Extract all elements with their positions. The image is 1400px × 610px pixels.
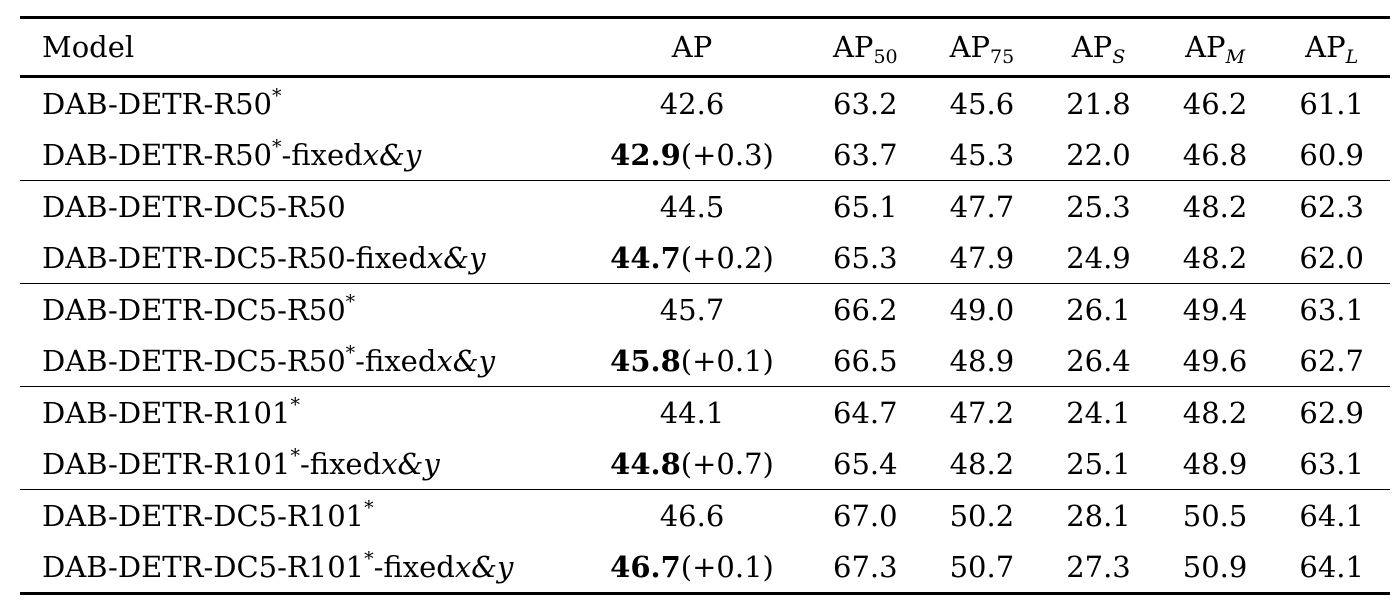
- cell-apl: 62.9: [1299, 395, 1364, 430]
- ap-bold-value: 45.8: [610, 343, 681, 378]
- table-row: [20, 541, 1390, 594]
- cell-ap75: 45.6: [949, 86, 1015, 121]
- table-row: [20, 284, 1390, 336]
- cell-model: [20, 77, 577, 130]
- row-group: [20, 490, 1390, 594]
- model-math: x&y: [362, 137, 422, 172]
- cell-apl: 63.1: [1299, 292, 1364, 327]
- model-name: DAB-DETR-R50: [42, 137, 272, 172]
- cell-model: [20, 438, 577, 490]
- model-name: DAB-DETR-DC5-R50: [42, 189, 346, 224]
- header-model: Model: [42, 30, 135, 64]
- model-suffix: -fixed: [281, 137, 363, 172]
- ap-value: 44.5: [659, 189, 725, 224]
- cell-apm: 48.2: [1182, 189, 1248, 224]
- cell-ap: [577, 129, 807, 181]
- ap-delta: (+0.1): [680, 549, 774, 584]
- cell-ap75: 50.7: [949, 549, 1015, 584]
- cell-apl: 64.1: [1299, 549, 1364, 584]
- header-ap75-sub: 75: [990, 46, 1015, 68]
- cell-apm: 48.2: [1182, 395, 1248, 430]
- model-suffix: -fixed: [299, 446, 382, 481]
- header-ap75: [924, 18, 1041, 77]
- cell-apm: 50.5: [1182, 498, 1248, 533]
- cell-ap: [577, 232, 807, 284]
- cell-ap: [577, 438, 807, 490]
- header-apl-sub: L: [1345, 46, 1359, 68]
- cell-apm: 49.4: [1182, 292, 1248, 327]
- ap-value: 44.1: [659, 395, 725, 430]
- header-apl-base: AP: [1305, 30, 1346, 64]
- row-group: [20, 77, 1390, 181]
- cell-apm: 48.9: [1182, 446, 1248, 481]
- cell-ap50: 67.3: [833, 549, 898, 584]
- model-math: x&y: [436, 343, 495, 378]
- table-row: [20, 335, 1390, 387]
- row-group: [20, 387, 1390, 490]
- header-aps: [1040, 18, 1157, 77]
- cell-model: [20, 490, 577, 542]
- cell-ap50: 66.5: [833, 343, 898, 378]
- cell-apl: 64.1: [1299, 498, 1364, 533]
- cell-apl: 62.0: [1299, 240, 1364, 275]
- cell-model: [20, 129, 577, 181]
- model-star: *: [290, 393, 300, 416]
- cell-apl: 62.3: [1299, 189, 1364, 224]
- cell-ap: [577, 541, 807, 594]
- model-math: x&y: [454, 549, 514, 584]
- model-name: DAB-DETR-DC5-R50: [42, 343, 346, 378]
- cell-apl: 61.1: [1299, 86, 1364, 121]
- cell-model: [20, 335, 577, 387]
- ap-delta: (+0.7): [680, 446, 774, 481]
- ap-bold-value: 46.7: [610, 549, 681, 584]
- ap-bold-value: 42.9: [610, 137, 681, 172]
- results-table: [20, 16, 1390, 595]
- cell-ap: [577, 77, 807, 130]
- header-ap75-base: AP: [949, 30, 991, 64]
- cell-aps: 24.9: [1066, 240, 1131, 275]
- header-row: [20, 18, 1390, 77]
- header-ap50-base: AP: [832, 30, 874, 64]
- cell-aps: 26.4: [1066, 343, 1131, 378]
- cell-ap: [577, 335, 807, 387]
- cell-ap50: 63.7: [833, 137, 898, 172]
- cell-ap75: 48.9: [949, 343, 1015, 378]
- cell-model: [20, 284, 577, 336]
- cell-ap75: 48.2: [949, 446, 1015, 481]
- model-suffix: -fixed: [345, 240, 427, 275]
- cell-aps: 25.3: [1066, 189, 1131, 224]
- model-star: *: [290, 444, 300, 467]
- ap-delta: (+0.3): [680, 137, 774, 172]
- cell-ap50: 65.3: [833, 240, 898, 275]
- row-group: [20, 181, 1390, 284]
- cell-ap75: 47.9: [949, 240, 1015, 275]
- model-star: *: [271, 135, 282, 158]
- header-apm-base: AP: [1185, 30, 1226, 64]
- cell-model: [20, 541, 577, 594]
- cell-apm: 49.6: [1182, 343, 1248, 378]
- model-name: DAB-DETR-DC5-R50: [42, 240, 346, 275]
- model-suffix: -fixed: [373, 549, 455, 584]
- cell-ap75: 45.3: [949, 137, 1015, 172]
- cell-apm: 50.9: [1182, 549, 1248, 584]
- model-star: *: [364, 496, 374, 519]
- model-name: DAB-DETR-DC5-R50: [42, 292, 346, 327]
- table-row: [20, 438, 1390, 490]
- header-aps-base: AP: [1071, 30, 1113, 64]
- table-row: [20, 129, 1390, 181]
- cell-aps: 28.1: [1066, 498, 1131, 533]
- ap-bold-value: 44.8: [610, 446, 681, 481]
- model-math: x&y: [381, 446, 440, 481]
- cell-aps: 24.1: [1066, 395, 1131, 430]
- cell-ap: [577, 181, 807, 233]
- header-aps-sub: S: [1112, 46, 1126, 68]
- model-star: *: [345, 290, 356, 313]
- cell-ap: [577, 387, 807, 439]
- cell-apl: 60.9: [1299, 137, 1364, 172]
- table-row: [20, 387, 1390, 439]
- cell-apl: 62.7: [1299, 343, 1364, 378]
- cell-ap75: 47.7: [949, 189, 1015, 224]
- cell-aps: 22.0: [1066, 137, 1131, 172]
- ap-bold-value: 44.7: [610, 240, 681, 275]
- cell-ap50: 67.0: [833, 498, 898, 533]
- model-star: *: [271, 84, 282, 107]
- cell-ap50: 64.7: [833, 395, 898, 430]
- cell-ap75: 47.2: [949, 395, 1015, 430]
- model-name: DAB-DETR-DC5-R101: [42, 549, 365, 584]
- cell-ap50: 63.2: [833, 86, 898, 121]
- cell-apm: 46.8: [1182, 137, 1248, 172]
- header-ap: AP: [671, 30, 713, 64]
- header-apm: [1157, 18, 1274, 77]
- ap-delta: (+0.2): [680, 240, 774, 275]
- model-name: DAB-DETR-R50: [42, 86, 272, 121]
- cell-ap50: 65.1: [833, 189, 898, 224]
- results-table-container: [20, 16, 1390, 595]
- ap-value: 42.6: [659, 86, 725, 121]
- model-star: *: [364, 547, 374, 570]
- cell-ap: [577, 284, 807, 336]
- cell-apl: 63.1: [1299, 446, 1364, 481]
- cell-apm: 48.2: [1182, 240, 1248, 275]
- table-row: [20, 181, 1390, 233]
- table-row: [20, 232, 1390, 284]
- table-row: [20, 77, 1390, 130]
- model-star: *: [345, 341, 356, 364]
- cell-ap75: 49.0: [949, 292, 1015, 327]
- model-name: DAB-DETR-R101: [42, 395, 291, 430]
- header-apl: [1273, 18, 1390, 77]
- table-header: [20, 18, 1390, 77]
- header-ap50-sub: 50: [873, 46, 898, 68]
- cell-model: [20, 387, 577, 439]
- cell-ap75: 50.2: [949, 498, 1015, 533]
- header-ap50: [807, 18, 924, 77]
- cell-ap50: 66.2: [833, 292, 898, 327]
- cell-ap: [577, 490, 807, 542]
- cell-aps: 26.1: [1066, 292, 1131, 327]
- model-name: DAB-DETR-R101: [42, 446, 291, 481]
- ap-value: 45.7: [659, 292, 725, 327]
- cell-ap50: 65.4: [833, 446, 898, 481]
- cell-model: [20, 181, 577, 233]
- model-suffix: -fixed: [355, 343, 437, 378]
- header-apm-sub: M: [1225, 46, 1246, 68]
- model-math: x&y: [426, 240, 486, 275]
- ap-value: 46.6: [659, 498, 725, 533]
- ap-delta: (+0.1): [680, 343, 774, 378]
- table-row: [20, 490, 1390, 542]
- cell-apm: 46.2: [1182, 86, 1248, 121]
- cell-aps: 25.1: [1066, 446, 1131, 481]
- cell-model: [20, 232, 577, 284]
- row-group: [20, 284, 1390, 387]
- model-name: DAB-DETR-DC5-R101: [42, 498, 365, 533]
- cell-aps: 27.3: [1066, 549, 1131, 584]
- cell-aps: 21.8: [1066, 86, 1131, 121]
